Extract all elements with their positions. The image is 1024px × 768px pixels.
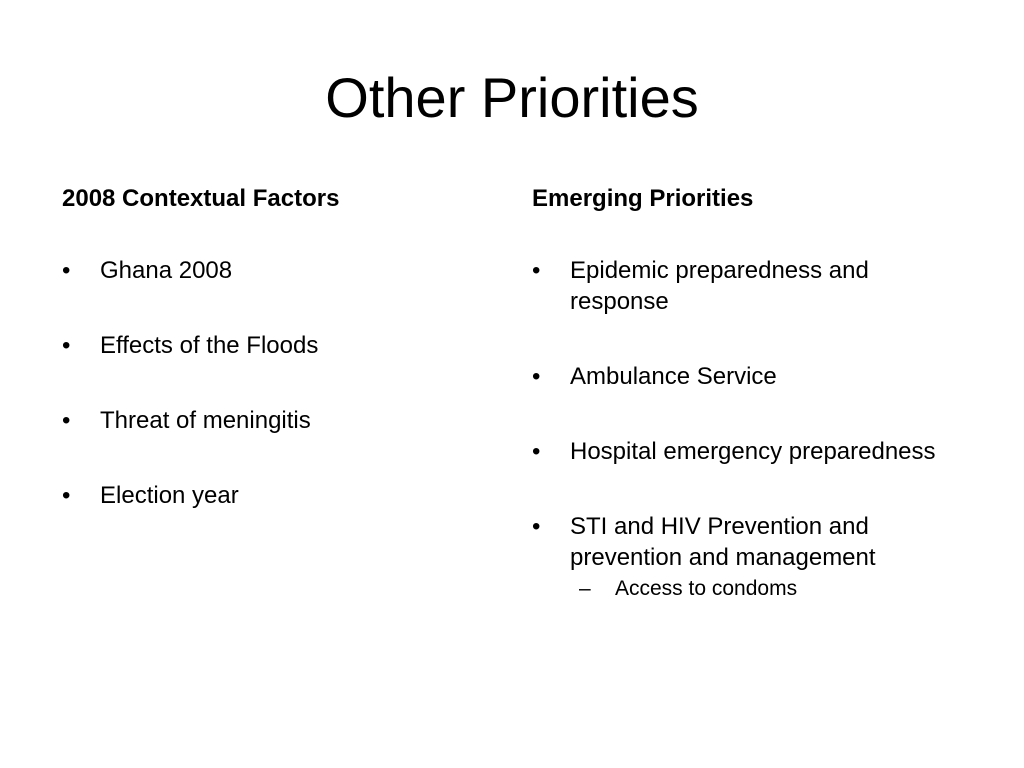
bullet-text: Ghana 2008 [100,257,233,284]
bullet-text: Ambulance Service [570,363,777,390]
bullet-item [62,480,482,511]
bullet-text: Threat of meningitis [100,407,311,434]
right-column-heading: Emerging Priorities [532,185,754,212]
bullet-icon: • [532,257,541,284]
bullet-item [532,436,972,467]
slide-title: Other Priorities [325,66,699,129]
sub-bullet-list [570,575,972,603]
bullet-item [62,405,482,436]
bullet-text: Effects of the Floods [100,332,319,359]
bullet-icon: • [62,257,71,284]
bullet-item [532,511,972,603]
bullet-icon: • [532,438,541,465]
bullet-icon: • [532,513,541,540]
sub-bullet-text: Access to condoms [615,577,798,600]
bullet-text: STI and HIV Prevention and prevention and management [570,513,876,571]
dash-icon: – [579,577,591,600]
bullet-item [532,255,972,317]
bullet-item [532,361,972,392]
right-bullet-list [532,255,972,603]
sub-bullet-item [570,575,972,603]
bullet-text: Epidemic preparedness and response [570,257,869,315]
left-bullet-list [62,255,482,511]
bullet-icon: • [62,482,71,509]
bullet-text: Election year [100,482,239,509]
left-column [62,180,482,555]
bullet-icon: • [532,363,541,390]
left-column-heading: 2008 Contextual Factors [62,185,340,212]
bullet-item [62,255,482,286]
bullet-icon: • [62,332,71,359]
bullet-item [62,330,482,361]
bullet-text: Hospital emergency preparedness [570,438,936,465]
bullet-icon: • [62,407,71,434]
right-column [532,180,972,647]
